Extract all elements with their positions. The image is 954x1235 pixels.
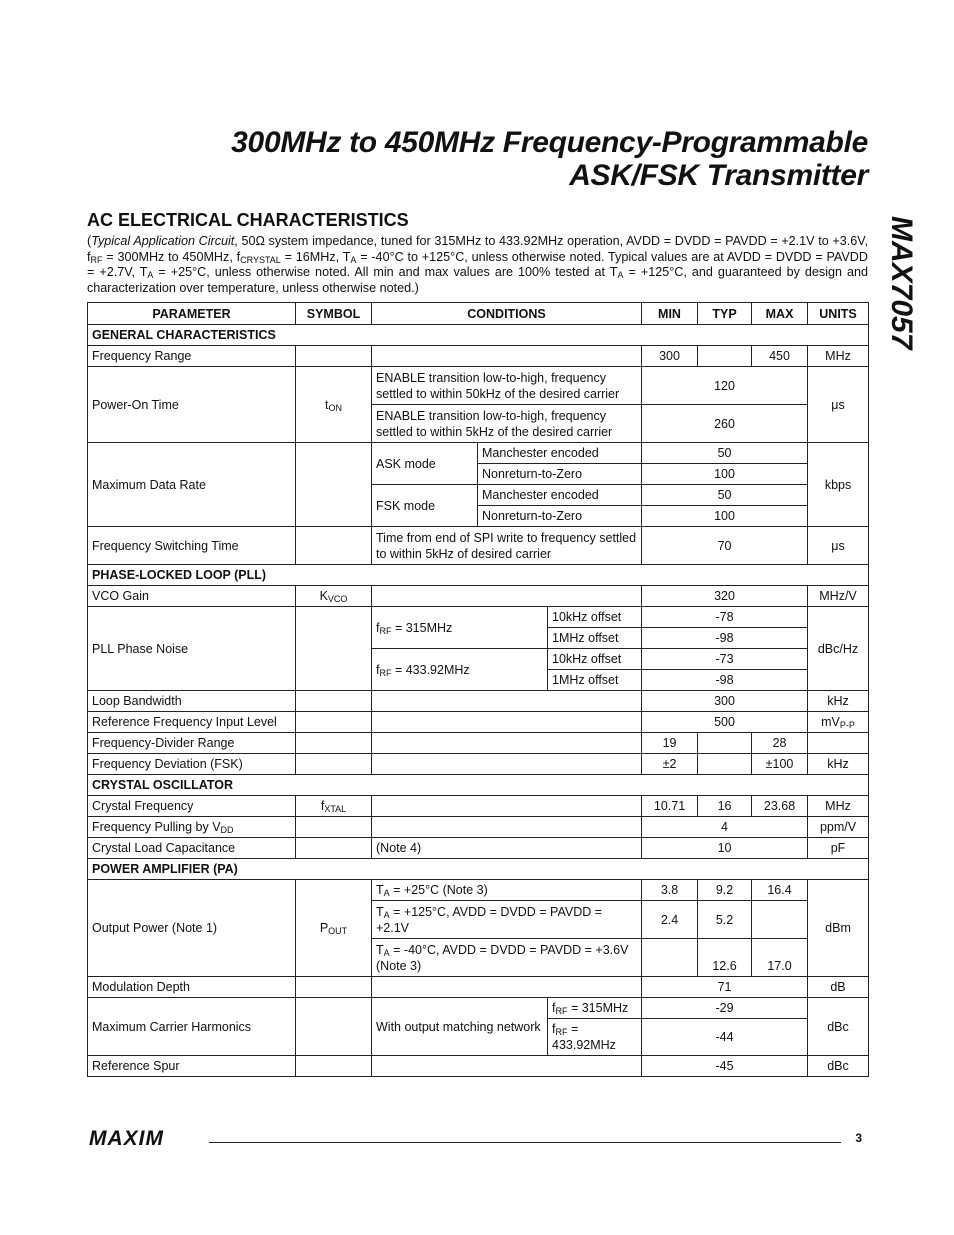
cond-cell: $T_A = -40^\circ C$, AVDD = DVDD = PAVDD = +3.6V (Note 3)	[372, 939, 642, 977]
units-cell: MHz/V	[808, 586, 869, 607]
min-cell: 2.4	[642, 901, 698, 939]
typ-cell: 320	[642, 586, 808, 607]
cond-cell: ASK mode	[372, 443, 478, 485]
typ-cell: 71	[642, 977, 808, 998]
param-cell: Power-On Time	[88, 367, 296, 443]
units-cell: kbps	[808, 443, 869, 527]
param-cell: Maximum Data Rate	[88, 443, 296, 527]
cond-sub-cell: Nonreturn-to-Zero	[478, 506, 642, 527]
cond-sub-cell: $f_{RF} = 315MHz$	[548, 998, 642, 1019]
cond-sub-cell: 10kHz offset	[548, 649, 642, 670]
max-cell: 450	[752, 346, 808, 367]
units-cell: $mV_{P-P}$	[808, 712, 869, 733]
table-row	[88, 367, 869, 405]
min-cell: 3.8	[642, 880, 698, 901]
units-cell: pF	[808, 838, 869, 859]
cond-text: = +25°C, unless otherwise noted. All min and max values are 100% tested at T	[153, 265, 618, 279]
cond-cell: With output matching network	[372, 998, 548, 1056]
typ-cell: -78	[642, 607, 808, 628]
cond-cell: $T_A = +125^\circ C$, AVDD = DVDD = PAVDD = +2.1V	[372, 901, 642, 939]
typ-cell: 100	[642, 506, 808, 527]
typ-cell: 70	[642, 527, 808, 565]
symbol-cell: $f_{XTAL}$	[296, 796, 372, 817]
table-row	[88, 838, 869, 859]
test-conditions	[87, 234, 868, 296]
cond-sub: A	[350, 254, 357, 265]
table-row	[88, 880, 869, 901]
side-part-number	[885, 216, 918, 376]
section-crystal-oscillator: CRYSTAL OSCILLATOR	[88, 775, 869, 796]
section-power-amplifier: POWER AMPLIFIER (PA)	[88, 859, 869, 880]
cond-sub: CRYSTAL	[240, 254, 281, 265]
units-cell: μs	[808, 527, 869, 565]
cond-cell: ENABLE transition low-to-high, frequency settled to within 50kHz of the desired carrier	[372, 367, 642, 405]
cond-sub-cell: 10kHz offset	[548, 607, 642, 628]
param-cell: VCO Gain	[88, 586, 296, 607]
typ-cell: 100	[642, 464, 808, 485]
typ-cell: 500	[642, 712, 808, 733]
typ-cell: -98	[642, 628, 808, 649]
cond-sub-cell: 1MHz offset	[548, 628, 642, 649]
param-cell: Frequency Deviation (FSK)	[88, 754, 296, 775]
typ-cell: 10	[642, 838, 808, 859]
cond-cell: $f_{RF} = 315MHz$	[372, 607, 548, 649]
max-cell: ±100	[752, 754, 808, 775]
cond-cell: ENABLE transition low-to-high, frequency settled to within 5kHz of the desired carrier	[372, 405, 642, 443]
table-row	[88, 1056, 869, 1077]
symbol-cell: $P_{OUT}$	[296, 880, 372, 977]
table-row	[88, 754, 869, 775]
units-cell: μs	[808, 367, 869, 443]
min-cell: ±2	[642, 754, 698, 775]
typ-cell: 16	[698, 796, 752, 817]
paren: (	[87, 234, 92, 248]
page-title	[231, 126, 868, 192]
title-line-2: ASK/FSK Transmitter	[569, 159, 868, 192]
cond-sub: A	[147, 270, 154, 280]
typ-cell: -44	[642, 1019, 808, 1056]
cond-cell: $T_A = +25^\circ C$ (Note 3)	[372, 880, 642, 901]
symbol-cell: $K_{VCO}$	[296, 586, 372, 607]
part-number-label: MAX7057	[885, 216, 918, 350]
max-cell: 28	[752, 733, 808, 754]
table-row	[88, 712, 869, 733]
logo-text: MAXIM	[89, 1128, 164, 1148]
units-cell: kHz	[808, 754, 869, 775]
typ-cell: 12.6	[698, 939, 752, 977]
col-min: MIN	[642, 303, 698, 325]
italic-ref: Typical Application Circuit	[91, 234, 235, 248]
units-cell: kHz	[808, 691, 869, 712]
cond-text: = +125°C, and guaranteed by design and characterization over temperature, unless otherwise noted.)	[87, 265, 869, 295]
cond-cell: (Note 4)	[372, 838, 642, 859]
units-cell: dB	[808, 977, 869, 998]
table-row	[88, 586, 869, 607]
param-cell: Reference Spur	[88, 1056, 296, 1077]
cond-sub-cell: Manchester encoded	[478, 443, 642, 464]
cond-text: = 16MHz, T	[280, 249, 351, 264]
section-heading: AC ELECTRICAL CHARACTERISTICS	[87, 210, 409, 230]
typ-cell: 4	[642, 817, 808, 838]
typ-cell: -73	[642, 649, 808, 670]
page-footer	[87, 1128, 868, 1150]
param-cell: PLL Phase Noise	[88, 607, 296, 691]
min-cell: 19	[642, 733, 698, 754]
table-row	[88, 817, 869, 838]
typ-cell: 9.2	[698, 880, 752, 901]
typ-cell: 120	[642, 367, 808, 405]
page-number: 3	[855, 1131, 862, 1145]
typ-cell: 5.2	[698, 901, 752, 939]
col-max: MAX	[752, 303, 808, 325]
title-line-1: 300MHz to 450MHz Frequency-Programmable	[231, 126, 868, 159]
col-parameter: PARAMETER	[88, 303, 296, 325]
units-cell: dBc	[808, 1056, 869, 1077]
typ-cell: -29	[642, 998, 808, 1019]
typ-cell: 50	[642, 485, 808, 506]
section-general: GENERAL CHARACTERISTICS	[88, 325, 869, 346]
max-cell: 17.0	[752, 939, 808, 977]
cond-sub: A	[617, 270, 624, 280]
col-conditions: CONDITIONS	[372, 303, 642, 325]
maxim-logo	[87, 1128, 199, 1148]
col-units: UNITS	[808, 303, 869, 325]
min-cell: 300	[642, 346, 698, 367]
typ-cell: -98	[642, 670, 808, 691]
param-cell: Reference Frequency Input Level	[88, 712, 296, 733]
min-cell: 10.71	[642, 796, 698, 817]
cond-cell: Time from end of SPI write to frequency settled to within 5kHz of desired carrier	[372, 527, 642, 565]
param-cell: Crystal Load Capacitance	[88, 838, 296, 859]
typ-cell: -45	[642, 1056, 808, 1077]
param-cell: Output Power (Note 1)	[88, 880, 296, 977]
table-header-row	[88, 303, 869, 325]
section-pll: PHASE-LOCKED LOOP (PLL)	[88, 565, 869, 586]
param-cell: Crystal Frequency	[88, 796, 296, 817]
cond-sub: RF	[90, 254, 103, 265]
param-cell: Frequency Pulling by $V_{DD}$	[88, 817, 296, 838]
units-cell: dBc/Hz	[808, 607, 869, 691]
units-cell: MHz	[808, 346, 869, 367]
cond-sub-cell: Manchester encoded	[478, 485, 642, 506]
cond-sub-cell: $f_{RF} = 433.92MHz$	[548, 1019, 642, 1056]
units-cell: dBc	[808, 998, 869, 1056]
units-cell: MHz	[808, 796, 869, 817]
typ-cell: 50	[642, 443, 808, 464]
param-cell: Modulation Depth	[88, 977, 296, 998]
cond-cell: $f_{RF} = 433.92MHz$	[372, 649, 548, 691]
param-cell: Loop Bandwidth	[88, 691, 296, 712]
table-row	[88, 527, 869, 565]
max-cell: 16.4	[752, 880, 808, 901]
col-typ: TYP	[698, 303, 752, 325]
typ-cell: 300	[642, 691, 808, 712]
symbol-cell: $t_{ON}$	[296, 367, 372, 443]
units-cell: ppm/V	[808, 817, 869, 838]
footer-rule	[209, 1142, 841, 1143]
param-cell: Frequency-Divider Range	[88, 733, 296, 754]
typ-cell: 260	[642, 405, 808, 443]
units-cell: dBm	[808, 880, 869, 977]
cond-text: = -40°C to +125°C, unless otherwise noted. Typical values are at AVDD = DVDD = PAVDD = +2.7V, T	[87, 249, 868, 279]
table-row	[88, 346, 869, 367]
param-cell: Maximum Carrier Harmonics	[88, 998, 296, 1056]
ac-characteristics-table	[87, 302, 869, 1077]
col-symbol: SYMBOL	[296, 303, 372, 325]
param-cell: Frequency Switching Time	[88, 527, 296, 565]
max-cell: 23.68	[752, 796, 808, 817]
cond-text: , 50Ω system impedance, tuned for 315MHz to 433.92MHz operation, AVDD = DVDD = PAVDD = +2.1V to +3.6V, f	[87, 234, 868, 264]
cond-sub-cell: 1MHz offset	[548, 670, 642, 691]
table-row	[88, 607, 869, 628]
param-cell: Frequency Range	[88, 346, 296, 367]
table-row	[88, 977, 869, 998]
cond-sub-cell: Nonreturn-to-Zero	[478, 464, 642, 485]
table-row	[88, 998, 869, 1019]
table-row	[88, 796, 869, 817]
table-row	[88, 443, 869, 464]
cond-text: = 300MHz to 450MHz, f	[102, 249, 241, 264]
table-row	[88, 691, 869, 712]
table-row	[88, 733, 869, 754]
cond-cell: FSK mode	[372, 485, 478, 527]
